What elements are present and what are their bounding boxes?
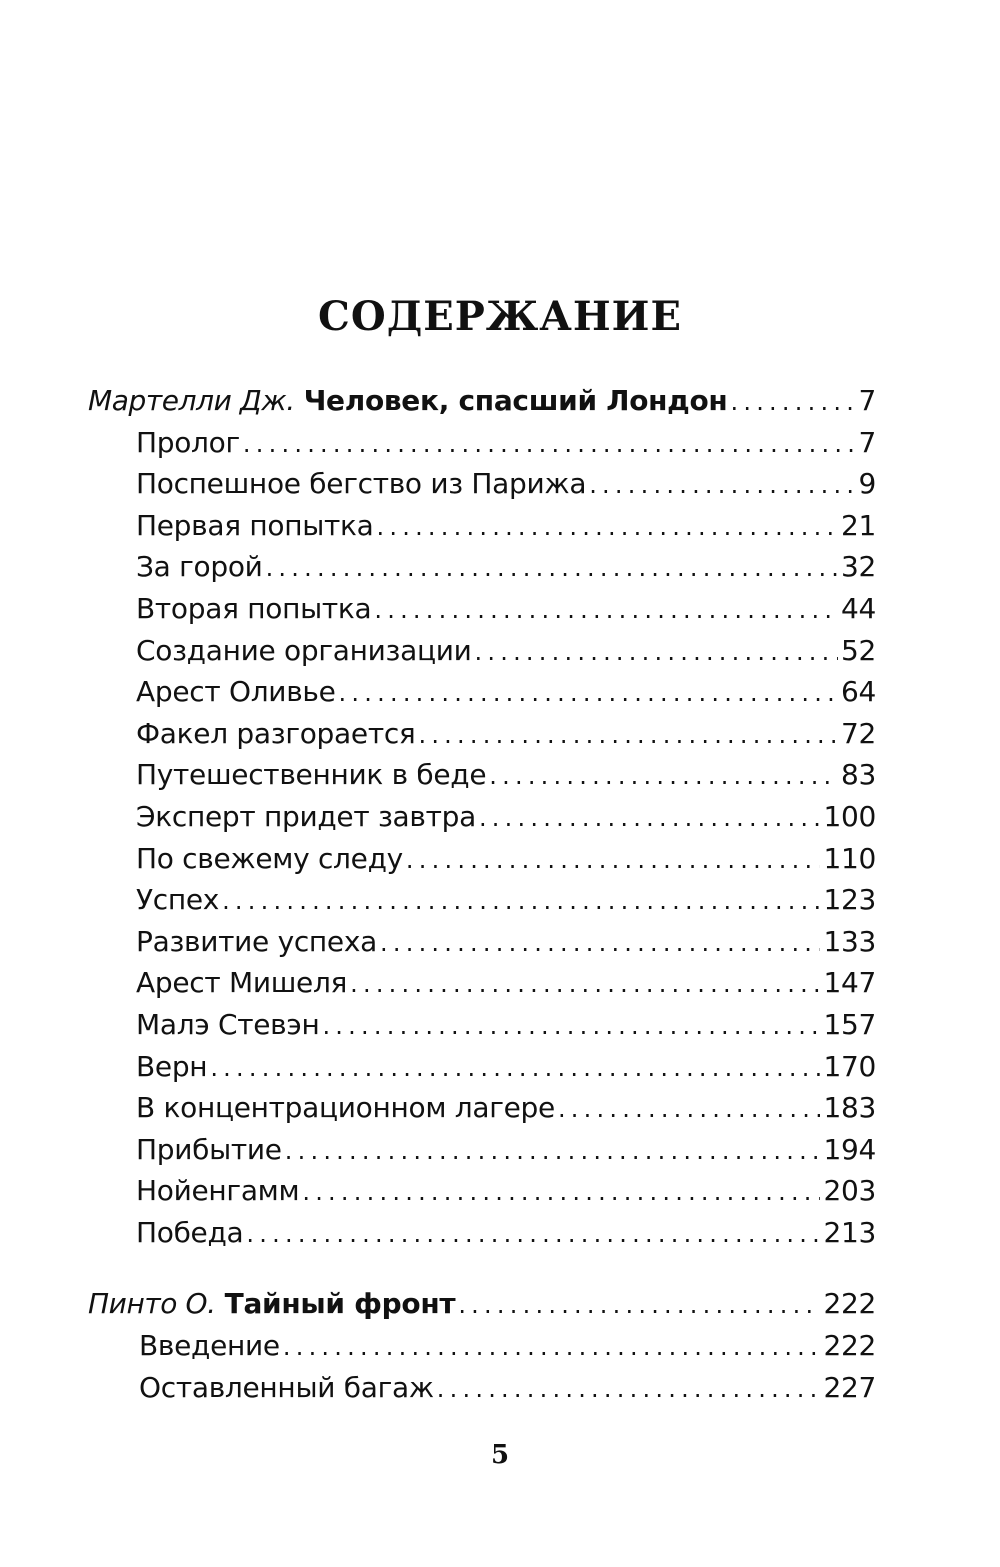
dot-leader (285, 1131, 821, 1173)
page-number: 44 (840, 591, 876, 625)
toc-entry[interactable] (88, 1046, 876, 1088)
toc-entry[interactable] (88, 1212, 876, 1254)
toc-entry[interactable] (88, 1325, 876, 1367)
entry-label: Развитие успеха (136, 924, 377, 958)
dot-leader (458, 1285, 820, 1327)
toc-section-pinto (88, 1283, 876, 1408)
toc-entry[interactable] (88, 962, 876, 1004)
page-title: СОДЕРЖАНИЕ (318, 293, 682, 340)
toc-entry[interactable] (88, 463, 876, 505)
page-number: 133 (823, 924, 876, 958)
dot-leader (475, 632, 838, 674)
page-number: 32 (840, 550, 876, 584)
dot-leader (210, 1048, 820, 1090)
dot-leader (374, 590, 838, 632)
toc-section-martelli (88, 380, 876, 1253)
dot-leader (246, 1214, 820, 1256)
dot-leader (437, 1369, 821, 1411)
entry-label: Малэ Стевэн (136, 1007, 320, 1041)
entry-label: Вторая попытка (136, 591, 372, 625)
page-number: 222 (823, 1287, 876, 1321)
toc-entry[interactable] (88, 630, 876, 672)
toc-entry[interactable] (88, 879, 876, 921)
page-number: 9 (858, 467, 876, 501)
page-number: 157 (823, 1007, 876, 1041)
page-number: 110 (823, 841, 876, 875)
toc-entry[interactable] (88, 1367, 876, 1409)
dot-leader (350, 964, 820, 1006)
toc-entry[interactable] (88, 588, 876, 630)
page-number: 183 (823, 1091, 876, 1125)
entry-label: Путешественник в беде (136, 758, 487, 792)
table-of-contents (88, 380, 876, 1408)
entry-label: Арест Оливье (136, 675, 336, 709)
toc-entry[interactable] (88, 838, 876, 880)
toc-entry[interactable] (88, 796, 876, 838)
page-number: 21 (840, 508, 876, 542)
dot-leader (266, 548, 838, 590)
page-number: 213 (823, 1215, 876, 1249)
dot-leader (589, 465, 855, 507)
page-folio: 5 (490, 1440, 510, 1470)
entry-label: Успех (136, 883, 220, 917)
entry-label: Оставленный багаж (139, 1370, 434, 1404)
entry-label: Арест Мишеля (136, 966, 348, 1000)
dot-leader (283, 1327, 821, 1369)
page-number: 123 (823, 883, 876, 917)
entry-label: Победа (136, 1215, 244, 1249)
page-number: 147 (823, 966, 876, 1000)
toc-entry[interactable] (88, 671, 876, 713)
entry-label: Поспешное бегство из Парижа (136, 467, 587, 501)
toc-entry[interactable] (88, 754, 876, 796)
page-number: 72 (840, 716, 876, 750)
toc-entry[interactable] (88, 1087, 876, 1129)
toc-book-row[interactable] (88, 1283, 876, 1325)
entry-label: По свежему следу (136, 841, 403, 875)
entry-label: За горой (136, 550, 263, 584)
entry-label: Прибытие (136, 1132, 282, 1166)
dot-leader (406, 840, 821, 882)
page-number: 194 (823, 1132, 876, 1166)
dot-leader (489, 756, 838, 798)
entry-label: Верн (136, 1049, 208, 1083)
toc-entry[interactable] (88, 422, 876, 464)
book-author: Мартелли Дж. (88, 384, 295, 417)
dot-leader (479, 798, 821, 840)
toc-book-row[interactable] (88, 380, 876, 422)
page-number: 100 (823, 799, 876, 833)
toc-entry[interactable] (88, 546, 876, 588)
entry-label: Создание организации (136, 633, 472, 667)
toc-entry[interactable] (88, 713, 876, 755)
entry-label: Эксперт придет завтра (136, 799, 476, 833)
page-number: 203 (823, 1174, 876, 1208)
dot-leader (302, 1172, 820, 1214)
page-number: 7 (858, 384, 876, 417)
page-number: 52 (840, 633, 876, 667)
dot-leader (222, 881, 820, 923)
entry-label: Нойенгамм (136, 1174, 300, 1208)
toc-entry[interactable] (88, 505, 876, 547)
dot-leader (322, 1006, 820, 1048)
dot-leader (730, 382, 855, 424)
dot-leader (339, 673, 838, 715)
entry-label: В концентрационном лагере (136, 1091, 555, 1125)
toc-entry[interactable] (88, 1129, 876, 1171)
toc-entry[interactable] (88, 921, 876, 963)
page-number: 222 (823, 1329, 876, 1363)
page-number: 170 (823, 1049, 876, 1083)
dot-leader (243, 424, 856, 466)
page-number: 64 (840, 675, 876, 709)
entry-label: Пролог (136, 425, 240, 459)
entry-label: Первая попытка (136, 508, 374, 542)
book-title: Человек, спасший Лондон (303, 384, 728, 417)
page-number: 227 (823, 1370, 876, 1404)
book-title: Тайный фронт (224, 1287, 456, 1321)
entry-label: Введение (139, 1329, 280, 1363)
dot-leader (380, 923, 820, 965)
entry-label: Факел разгорается (136, 716, 416, 750)
page-number: 7 (858, 425, 876, 459)
book-author: Пинто О. (88, 1287, 216, 1321)
page-number: 83 (840, 758, 876, 792)
dot-leader (377, 507, 838, 549)
dot-leader (558, 1089, 821, 1131)
toc-entry[interactable] (88, 1170, 876, 1212)
dot-leader (418, 715, 838, 757)
toc-entry[interactable] (88, 1004, 876, 1046)
